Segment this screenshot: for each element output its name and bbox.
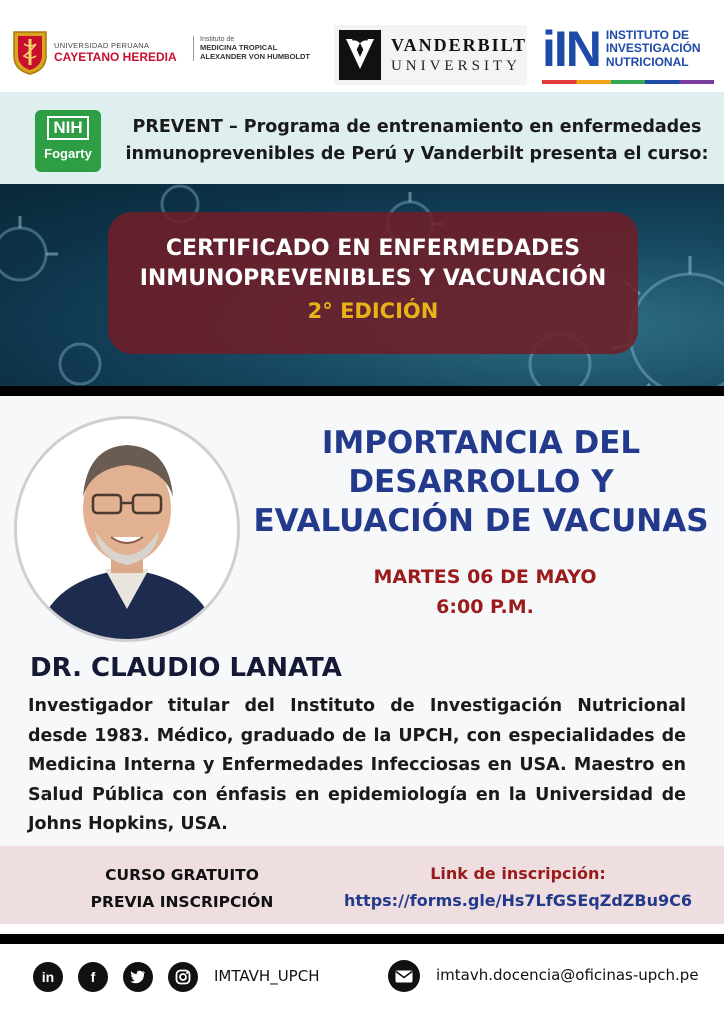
registration-band bbox=[0, 846, 724, 924]
iin-color-stripe bbox=[542, 80, 714, 84]
upch-name-line1: UNIVERSIDAD PERUANA bbox=[54, 41, 150, 51]
course-title-line1: CERTIFICADO EN ENFERMEDADES bbox=[165, 236, 581, 261]
linkedin-icon[interactable]: in bbox=[33, 962, 63, 992]
course-banner bbox=[0, 184, 724, 386]
footer bbox=[0, 944, 724, 1024]
twitter-icon[interactable] bbox=[123, 962, 153, 992]
speaker-photo bbox=[14, 416, 240, 642]
vanderbilt-line1: VANDERBILT bbox=[390, 35, 527, 56]
vanderbilt-line2: UNIVERSITY bbox=[390, 57, 521, 74]
course-title-line2: INMUNOPREVENIBLES Y VACUNACIÓN bbox=[139, 266, 607, 291]
prevent-band bbox=[0, 92, 724, 184]
contact-email[interactable]: imtavh.docencia@oficinas-upch.pe bbox=[436, 966, 699, 984]
vanderbilt-logo bbox=[334, 25, 527, 85]
divider-top bbox=[0, 386, 724, 396]
imt-line1: Instituto de bbox=[200, 36, 235, 43]
talk-topic-line1: IMPORTANCIA DEL bbox=[321, 425, 641, 461]
prevent-intro: PREVENT – Programa de entrenamiento en enfermedades inmunoprevenibles de Perú y Vanderbilt presenta el curso: bbox=[125, 117, 709, 164]
nih-fogarty-logo bbox=[35, 110, 101, 172]
free-course-line1: CURSO GRATUITO bbox=[105, 866, 259, 884]
speaker-name: DR. CLAUDIO LANATA bbox=[30, 653, 342, 683]
iin-logo bbox=[542, 21, 701, 77]
instagram-icon[interactable] bbox=[168, 962, 198, 992]
free-course-line2: PREVIA INSCRIPCIÓN bbox=[90, 893, 274, 911]
social-handle: IMTAVH_UPCH bbox=[214, 967, 320, 985]
talk-topic-line2: DESARROLLO Y bbox=[348, 464, 614, 500]
iin-line1: INSTITUTO DE bbox=[605, 28, 690, 43]
upch-logo bbox=[12, 30, 177, 76]
course-title-box bbox=[108, 212, 638, 354]
registration-link[interactable]: https://forms.gle/Hs7LfGSEqZdZBu9C6 bbox=[344, 891, 692, 910]
iin-line3: NUTRICIONAL bbox=[605, 54, 689, 69]
iin-line2: INVESTIGACIÓN bbox=[605, 41, 701, 56]
imt-logo bbox=[193, 36, 310, 61]
free-course-note bbox=[60, 862, 304, 916]
iin-mark: iIN bbox=[542, 21, 600, 77]
facebook-icon[interactable]: f bbox=[78, 962, 108, 992]
talk-section bbox=[0, 396, 724, 846]
registration-link-label: Link de inscripción: bbox=[430, 864, 606, 883]
imt-line3: ALEXANDER VON HUMBOLDT bbox=[200, 51, 310, 61]
logo-bar bbox=[0, 0, 724, 92]
vanderbilt-oak-leaf-icon bbox=[339, 30, 381, 80]
upch-shield-icon bbox=[12, 30, 48, 76]
imt-line2: MEDICINA TROPICAL bbox=[200, 43, 278, 53]
speaker-bio: Investigador titular del Instituto de Investigación Nutricional desde 1983. Médico, graduado de la UPCH, con especialidades de Medicina Interna y Enfermedades Infecciosas en USA. Maestro en Salud Pública con énfasis en epidemiología en la Universidad de Johns Hopkins, USA. bbox=[28, 696, 686, 834]
talk-topic bbox=[248, 424, 714, 541]
upch-name-line2: CAYETANO HEREDIA bbox=[54, 49, 177, 64]
divider-bottom bbox=[0, 934, 724, 944]
talk-time: 6:00 P.M. bbox=[436, 596, 534, 618]
fogarty-logo-text: Fogarty bbox=[44, 146, 92, 161]
talk-schedule bbox=[330, 562, 640, 622]
talk-topic-line3: EVALUACIÓN DE VACUNAS bbox=[253, 503, 709, 539]
registration-link-block bbox=[320, 860, 716, 914]
course-edition: 2° EDICIÓN bbox=[307, 299, 439, 323]
envelope-icon bbox=[388, 960, 420, 992]
nih-logo-text: NIH bbox=[47, 116, 88, 140]
talk-date: MARTES 06 DE MAYO bbox=[373, 566, 597, 588]
